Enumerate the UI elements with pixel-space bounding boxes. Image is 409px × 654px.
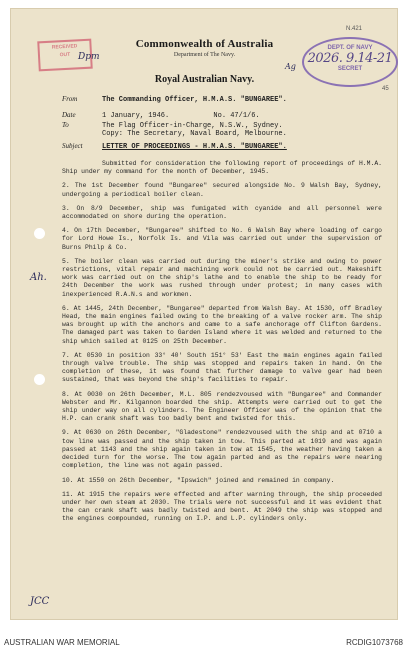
handwritten-initials-left: Ah.	[30, 272, 47, 283]
paragraph: 11. At 1915 the repairs were effected and after warning through, the ship proceeded under her own steam at 2030. The trials were not successful and it was evident that the can crank shaft was badly twisted and bent. At 2049 the ship was stopped and the engines compounded, running on I.P. and L.P. cylinders only.	[62, 490, 382, 523]
handwritten-initials-bottom: JCC	[30, 596, 50, 607]
from-line: From The Commanding Officer, H.M.A.S. "BUNGAREE".	[62, 95, 287, 104]
ref-number-small: N.421	[346, 26, 363, 32]
document-title: Commonwealth of Australia	[135, 38, 274, 50]
navy-dept-stamp: DEPT. OF NAVY 2026. 9.14-21 SECRET	[302, 37, 398, 87]
paragraph: 9. At 0630 on 26th December, "Gladestone" rendezvoused with the ship and at 0710 a tow line was passed and the ship taken in tow. This parted at 1019 and was again passed at 1143 and the ship again taken in tow at 1545, the weather having taken a decided turn for the worse. The tow again parted and as the repairs were nearing completion, the line was not again passed.	[62, 429, 382, 470]
paragraph: 3. On 8/9 December, ship was fumigated with cyanide and all personnel were accommodated on shore during the operation.	[62, 204, 382, 221]
letter-body	[62, 160, 382, 530]
handwritten-initials-top: Dpm	[78, 52, 100, 62]
paragraph: 8. At 0030 on 26th December, M.L. 805 rendezvoused with "Bungaree" and Commander Webster and Mr. Kilgannon boarded the ship. Attempts were carried out to get the ship under way on all cylinders. The Engineer Officer was of the opinion that the H.P. can crank shaft was too badly bent and twisted for this.	[62, 390, 382, 423]
paragraph: 4. On 17th December, "Bungaree" shifted to No. 6 Walsh Bay where loading of cargo for Lord Howe Is., Norfolk Is. and Vila was carried out under the supervision of Burns Philp & Co.	[62, 227, 382, 251]
footer-id: RCDIG1073768	[346, 638, 403, 647]
date-line: Date 1 January, 1946. No. 47/1/6.	[62, 111, 260, 120]
paragraph: 6. At 1445, 24th December, "Bungaree" departed from Walsh Bay. At 1530, off Bradley Head, the main engines failed owing to the breaking of a valve rocker arm. The ship was brought up with the anchors and came to a safe anchorage off Clifton Gardens. The damaged part was taken to Garden Island where it was welded and returned to the ship which sailed at 0125 on 25th December.	[62, 304, 382, 345]
paragraph: 7. At 0530 in position 33° 40' South 151° 53' East the main engines again failed through valve trouble. The ship was stopped and repairs taken in hand. On the completion of these, it was found that further damage to valve gear had been sustained, that was beyond the ship's facilities to repair.	[62, 351, 382, 384]
punch-hole	[34, 374, 45, 385]
footer-source: AUSTRALIAN WAR MEMORIAL	[4, 638, 120, 647]
punch-hole	[34, 228, 45, 239]
paragraph: 2. The 1st December found "Bungaree" secured alongside No. 9 Walsh Bay, Sydney, undergoing a periodical boiler clean.	[62, 182, 382, 198]
paragraph: 10. At 1550 on 26th December, "Ipswich" joined and remained in company.	[62, 476, 335, 484]
handwritten-side-mark: Ag	[285, 62, 296, 71]
subject-line: Subject LETTER OF PROCEEDINGS - H.M.A.S. "BUNGAREE".	[62, 142, 287, 151]
received-stamp: RECEIVED OUT	[37, 39, 92, 72]
paragraph: 5. The boiler clean was carried out during the miner's strike and owing to power restrictions, vital repair and machining work could not be carried out. Makeshift work was carried out on the ship's lathe and to enable the ship to be ready for 24th December the work was rushed through under protest; in many cases with inexperienced R.A.N.s and workmen.	[62, 257, 382, 298]
department-line: Department of The Navy.	[173, 52, 236, 58]
service-heading: Royal Australian Navy.	[154, 74, 255, 85]
paragraph-intro: Submitted for consideration the following report of proceedings of H.M.A. Ship under my command for the month of December, 1945.	[62, 160, 382, 176]
to-line: To The Flag Officer-in-Charge, N.S.W., Sydney.	[62, 121, 283, 130]
page-mark: 45	[382, 86, 389, 92]
copy-line: Copy: The Secretary, Naval Board, Melbourne.	[102, 130, 287, 138]
